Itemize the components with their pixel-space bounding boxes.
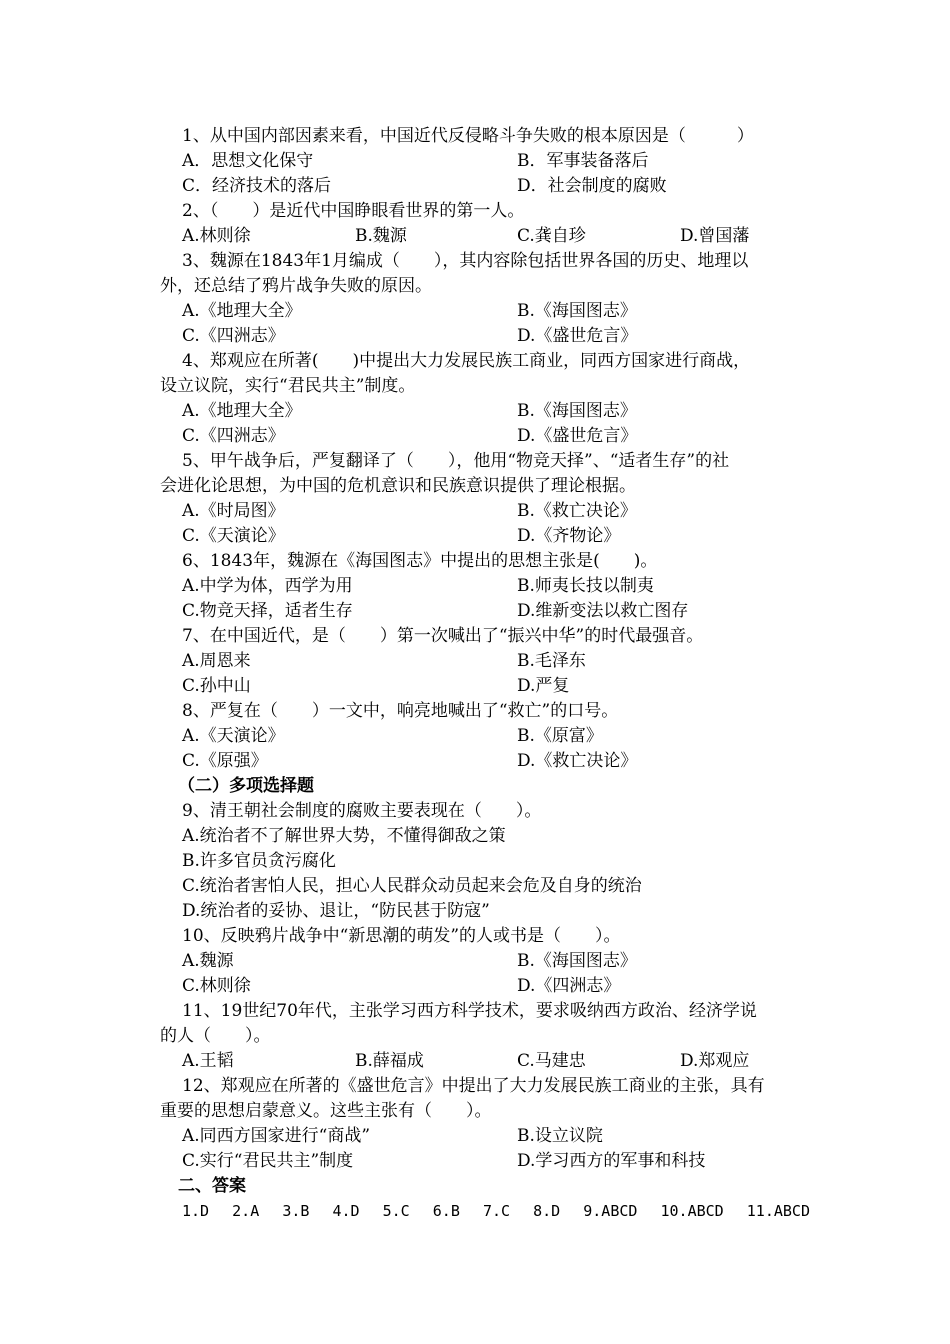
q5-option-d: D.《齐物论》 <box>517 526 621 546</box>
question-11-text-cont: 的人（ ）。 <box>160 1026 271 1046</box>
q1-option-b: B．军事装备落后 <box>517 151 649 171</box>
q5-option-c: C.《天演论》 <box>182 526 285 546</box>
q3-option-a: A.《地理大全》 <box>182 301 302 321</box>
q4-option-c: C.《四洲志》 <box>182 426 285 446</box>
q3-option-c: C.《四洲志》 <box>182 326 285 346</box>
q9-option-d: D.统治者的妥协、退让，“防民甚于防寇” <box>182 901 490 921</box>
q2-option-b: B.魏源 <box>355 226 407 246</box>
question-7-text: 7、在中国近代，是（ ）第一次喊出了“振兴中华”的时代最强音。 <box>182 626 704 646</box>
q6-option-b: B.师夷长技以制夷 <box>517 576 654 596</box>
section-heading-answers: 二、答案 <box>178 1176 246 1196</box>
q4-option-b: B.《海国图志》 <box>517 401 637 421</box>
q5-option-a: A.《时局图》 <box>182 501 285 521</box>
question-12-text-cont: 重要的思想启蒙意义。这些主张有（ ）。 <box>160 1101 492 1121</box>
answer-item: 11.ABCD <box>746 1202 810 1220</box>
answer-item: 10.ABCD <box>660 1202 724 1220</box>
answer-item: 8.D <box>533 1202 561 1220</box>
section-heading-multiple-choice: （二）多项选择题 <box>178 776 314 796</box>
q3-option-d: D.《盛世危言》 <box>517 326 638 346</box>
answer-item: 9.ABCD <box>583 1202 638 1220</box>
q8-option-b: B.《原富》 <box>517 726 603 746</box>
question-11-text: 11、19世纪70年代，主张学习西方科学技术，要求吸纳西方政治、经济学说 <box>182 1001 757 1021</box>
q2-option-d: D.曾国藩 <box>680 226 750 246</box>
question-6-text: 6、1843年，魏源在《海国图志》中提出的思想主张是( )。 <box>182 551 658 571</box>
q2-option-c: C.龚自珍 <box>517 226 586 246</box>
question-5-text-cont: 会进化论思想，为中国的危机意识和民族意识提供了理论根据。 <box>160 476 636 496</box>
question-12-text: 12、郑观应在所著的《盛世危言》中提出了大力发展民族工商业的主张，具有 <box>182 1076 765 1096</box>
question-3-text: 3、魏源在1843年1月编成（ ），其内容除包括世界各国的历史、地理以 <box>182 251 749 271</box>
answer-item: 6.B <box>432 1202 460 1220</box>
q6-option-c: C.物竞天择，适者生存 <box>182 601 353 621</box>
q8-option-a: A.《天演论》 <box>182 726 285 746</box>
question-3-text-cont: 外，还总结了鸦片战争失败的原因。 <box>160 276 432 296</box>
q7-option-a: A.周恩来 <box>182 651 251 671</box>
question-4-text-cont: 设立议院，实行“君民共主”制度。 <box>160 376 416 396</box>
q12-option-a: A.同西方国家进行“商战” <box>182 1126 371 1146</box>
q5-option-b: B.《救亡决论》 <box>517 501 637 521</box>
q3-option-b: B.《海国图志》 <box>517 301 637 321</box>
q1-option-d: D．社会制度的腐败 <box>517 176 667 196</box>
q11-option-b: B.薛福成 <box>355 1051 424 1071</box>
q2-option-a: A.林则徐 <box>182 226 251 246</box>
q7-option-c: C.孙中山 <box>182 676 251 696</box>
q7-option-d: D.严复 <box>517 676 570 696</box>
question-8-text: 8、严复在（ ）一文中，响亮地喊出了“救亡”的口号。 <box>182 701 619 721</box>
q8-option-c: C.《原强》 <box>182 751 268 771</box>
question-9-text: 9、清王朝社会制度的腐败主要表现在（ ）。 <box>182 801 542 821</box>
answer-item: 4.D <box>332 1202 360 1220</box>
q10-option-c: C.林则徐 <box>182 976 251 996</box>
q11-option-c: C.马建忠 <box>517 1051 586 1071</box>
q10-option-b: B.《海国图志》 <box>517 951 637 971</box>
question-2-text: 2、（ ）是近代中国睁眼看世界的第一人。 <box>182 201 525 221</box>
q11-option-a: A.王韬 <box>182 1051 234 1071</box>
answer-item: 1.D <box>182 1202 210 1220</box>
answer-item: 5.C <box>382 1202 410 1220</box>
q1-option-c: C．经济技术的落后 <box>182 176 332 196</box>
q6-option-d: D.维新变法以救亡图存 <box>517 601 689 621</box>
answer-key-row <box>182 1199 810 1224</box>
q4-option-a: A.《地理大全》 <box>182 401 302 421</box>
q4-option-d: D.《盛世危言》 <box>517 426 638 446</box>
q1-option-a: A．思想文化保守 <box>182 151 314 171</box>
q12-option-b: B.设立议院 <box>517 1126 603 1146</box>
question-5-text: 5、甲午战争后，严复翻译了（ ），他用“物竞天择”、“适者生存”的社 <box>182 451 730 471</box>
question-10-text: 10、反映鸦片战争中“新思潮的萌发”的人或书是（ ）。 <box>182 926 621 946</box>
q8-option-d: D.《救亡决论》 <box>517 751 638 771</box>
question-1-text: 1、从中国内部因素来看，中国近代反侵略斗争失败的根本原因是（ ） <box>182 126 754 146</box>
q9-option-c: C.统治者害怕人民，担心人民群众动员起来会危及自身的统治 <box>182 876 642 896</box>
answer-item: 2.A <box>232 1202 260 1220</box>
question-4-text: 4、郑观应在所著( )中提出大力发展民族工商业，同西方国家进行商战， <box>182 351 751 371</box>
q11-option-d: D.郑观应 <box>680 1051 750 1071</box>
q7-option-b: B.毛泽东 <box>517 651 586 671</box>
q10-option-d: D.《四洲志》 <box>517 976 621 996</box>
q9-option-b: B.许多官员贪污腐化 <box>182 851 336 871</box>
q9-option-a: A.统治者不了解世界大势，不懂得御敌之策 <box>182 826 506 846</box>
q10-option-a: A.魏源 <box>182 951 234 971</box>
answer-item: 7.C <box>482 1202 511 1220</box>
q6-option-a: A.中学为体，西学为用 <box>182 576 353 596</box>
q12-option-d: D.学习西方的军事和科技 <box>517 1151 706 1171</box>
q12-option-c: C.实行“君民共主”制度 <box>182 1151 354 1171</box>
answer-item: 3.B <box>282 1202 310 1220</box>
